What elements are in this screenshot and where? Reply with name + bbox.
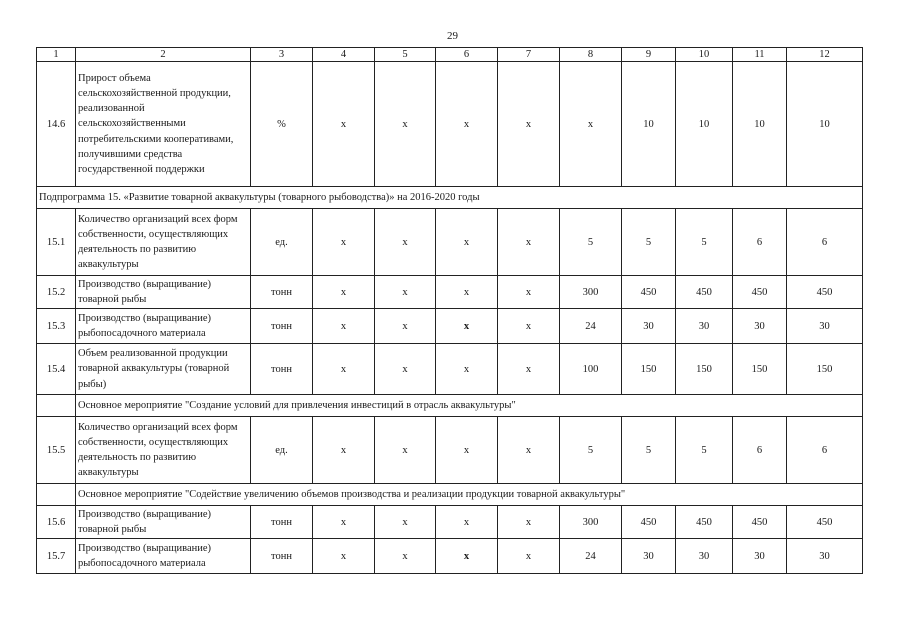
header-cell: 8 <box>560 48 622 62</box>
event-title: Основное мероприятие "Содействие увеличению объемов производства и реализации продукции товарной аквакультуры" <box>76 484 863 506</box>
value-cell: 30 <box>622 309 676 344</box>
value-cell: 10 <box>733 62 787 187</box>
table-row <box>37 309 863 344</box>
value-cell: 450 <box>733 506 787 539</box>
value-cell: х <box>313 209 375 276</box>
indicator-name: Количество организаций всех форм собственности, осуществляющих деятельность по развитию аквакультуры <box>76 209 251 276</box>
value-cell: х <box>498 62 560 187</box>
value-cell: 450 <box>676 506 733 539</box>
value-cell: 6 <box>787 417 863 484</box>
value-cell: х <box>375 506 436 539</box>
value-cell: 10 <box>622 62 676 187</box>
value-cell: 30 <box>787 309 863 344</box>
value-cell: х <box>313 62 375 187</box>
value-cell: х <box>498 209 560 276</box>
header-cell: 6 <box>436 48 498 62</box>
row-number: 15.7 <box>37 539 76 574</box>
value-cell: 10 <box>676 62 733 187</box>
value-cell: х <box>313 309 375 344</box>
header-cell: 4 <box>313 48 375 62</box>
header-cell: 11 <box>733 48 787 62</box>
indicator-name: Объем реализованной продукции товарной аквакультуры (товарной рыбы) <box>76 344 251 395</box>
row-number: 15.1 <box>37 209 76 276</box>
value-cell: 450 <box>787 276 863 309</box>
value-cell: 450 <box>622 506 676 539</box>
unit-cell: % <box>251 62 313 187</box>
table-row <box>37 276 863 309</box>
value-cell: 5 <box>676 417 733 484</box>
value-cell: 30 <box>622 539 676 574</box>
table-row <box>37 417 863 484</box>
value-cell: 6 <box>733 209 787 276</box>
value-cell: х <box>498 344 560 395</box>
value-cell: 5 <box>622 209 676 276</box>
value-cell: х <box>436 309 498 344</box>
value-cell: 30 <box>676 309 733 344</box>
value-cell: х <box>375 417 436 484</box>
value-cell: х <box>498 417 560 484</box>
value-cell: х <box>436 344 498 395</box>
value-cell: 24 <box>560 539 622 574</box>
value-cell: 24 <box>560 309 622 344</box>
unit-cell: ед. <box>251 417 313 484</box>
header-cell: 7 <box>498 48 560 62</box>
header-cell: 9 <box>622 48 676 62</box>
indicator-name: Производство (выращивание) рыбопосадочного материала <box>76 539 251 574</box>
value-cell: х <box>375 209 436 276</box>
row-number: 15.5 <box>37 417 76 484</box>
value-cell: х <box>375 539 436 574</box>
unit-cell: тонн <box>251 539 313 574</box>
value-cell: 450 <box>733 276 787 309</box>
value-cell: 150 <box>733 344 787 395</box>
value-cell: 6 <box>733 417 787 484</box>
header-cell: 5 <box>375 48 436 62</box>
value-cell: 300 <box>560 506 622 539</box>
header-row <box>37 48 863 62</box>
value-cell: 30 <box>787 539 863 574</box>
value-cell: х <box>498 276 560 309</box>
value-cell: 450 <box>676 276 733 309</box>
unit-cell: тонн <box>251 276 313 309</box>
indicator-name: Производство (выращивание) товарной рыбы <box>76 276 251 309</box>
value-cell: х <box>375 62 436 187</box>
value-cell: х <box>375 344 436 395</box>
row-number: 15.3 <box>37 309 76 344</box>
event-row <box>37 395 863 417</box>
indicator-name: Производство (выращивание) рыбопосадочного материала <box>76 309 251 344</box>
value-cell: х <box>498 309 560 344</box>
indicator-name: Прирост объема сельскохозяйственной продукции, реализованной сельскохозяйственными потребительскими кооперативами, получившими средства государственной поддержки <box>76 62 251 187</box>
table-row <box>37 62 863 187</box>
table-row <box>37 506 863 539</box>
indicator-name: Производство (выращивание) товарной рыбы <box>76 506 251 539</box>
value-cell: 450 <box>787 506 863 539</box>
value-cell: х <box>436 62 498 187</box>
value-cell: 5 <box>676 209 733 276</box>
value-cell: х <box>436 539 498 574</box>
value-cell: 30 <box>733 309 787 344</box>
value-cell: х <box>436 506 498 539</box>
header-cell: 1 <box>37 48 76 62</box>
table-row <box>37 344 863 395</box>
value-cell: х <box>436 209 498 276</box>
page-number: 29 <box>447 30 458 42</box>
value-cell: 300 <box>560 276 622 309</box>
unit-cell: тонн <box>251 309 313 344</box>
value-cell: 10 <box>787 62 863 187</box>
value-cell: 150 <box>676 344 733 395</box>
value-cell: 30 <box>733 539 787 574</box>
value-cell: 450 <box>622 276 676 309</box>
header-cell: 2 <box>76 48 251 62</box>
value-cell: х <box>313 417 375 484</box>
value-cell: 5 <box>560 209 622 276</box>
table-row <box>37 539 863 574</box>
value-cell: 5 <box>560 417 622 484</box>
table-row <box>37 209 863 276</box>
row-number: 15.4 <box>37 344 76 395</box>
value-cell: 30 <box>676 539 733 574</box>
value-cell: 100 <box>560 344 622 395</box>
subprogram-row <box>37 187 863 209</box>
value-cell: х <box>375 309 436 344</box>
indicators-table <box>36 47 863 574</box>
empty-cell <box>37 484 76 506</box>
value-cell: 150 <box>622 344 676 395</box>
header-cell: 10 <box>676 48 733 62</box>
event-row <box>37 484 863 506</box>
value-cell: 5 <box>622 417 676 484</box>
value-cell: 150 <box>787 344 863 395</box>
row-number: 15.2 <box>37 276 76 309</box>
value-cell: х <box>436 417 498 484</box>
unit-cell: тонн <box>251 344 313 395</box>
value-cell: х <box>313 276 375 309</box>
value-cell: х <box>313 344 375 395</box>
row-number: 14.6 <box>37 62 76 187</box>
value-cell: х <box>498 506 560 539</box>
unit-cell: ед. <box>251 209 313 276</box>
unit-cell: тонн <box>251 506 313 539</box>
row-number: 15.6 <box>37 506 76 539</box>
value-cell: х <box>560 62 622 187</box>
header-cell: 12 <box>787 48 863 62</box>
value-cell: х <box>313 506 375 539</box>
value-cell: х <box>375 276 436 309</box>
value-cell: х <box>313 539 375 574</box>
value-cell: х <box>498 539 560 574</box>
empty-cell <box>37 395 76 417</box>
indicator-name: Количество организаций всех форм собственности, осуществляющих деятельность по развитию аквакультуры <box>76 417 251 484</box>
header-cell: 3 <box>251 48 313 62</box>
value-cell: х <box>436 276 498 309</box>
subprogram-title: Подпрограмма 15. «Развитие товарной аквакультуры (товарного рыбоводства)» на 2016-2020 годы <box>37 187 863 209</box>
event-title: Основное мероприятие "Создание условий для привлечения инвестиций в отрасль аквакультуры" <box>76 395 863 417</box>
value-cell: 6 <box>787 209 863 276</box>
